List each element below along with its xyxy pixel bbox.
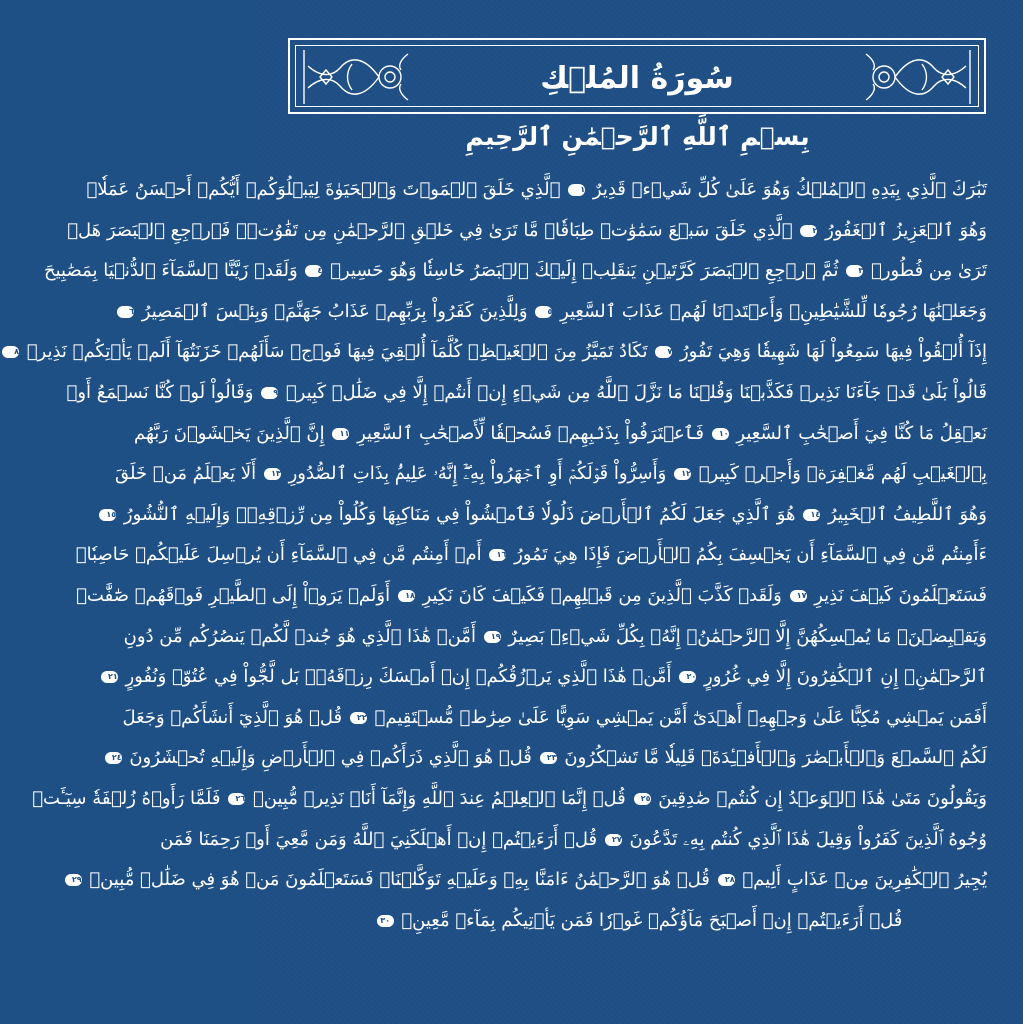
verse-text: يُجِيرُ ٱلۡكَٰفِرِينَ مِنۡ عَذَابٍ أَلِيمٖ [742,869,987,891]
ayah-number-marker: ٨ [2,346,19,358]
text-line [43,251,987,292]
ayah-number-marker: ٢٢ [350,712,367,724]
verse-text: وَهُوَ ٱلۡعَزِيزُ ٱلۡغَفُورُ [825,219,987,241]
verse-text: أَوَلَمۡ يَرَوۡاْ إِلَى ٱلطَّيۡرِ فَوۡقَهُمۡ صَٰٓفَّٰتٖ [76,584,391,606]
verse-text: هُوَ ٱلَّذِي جَعَلَ لَكُمُ ٱلۡأَرۡضَ ذَلُولٗا فَٱمۡشُواْ فِي مَنَاكِبِهَا وَكُلُواْ مِن رِّزۡقِهِۦۖ وَإِلَيۡهِ ٱلنُّشُورُ [123,503,796,525]
verse-text: إِنَّ ٱلَّذِينَ يَخۡشَوۡنَ رَبَّهُم [134,422,325,444]
verse-text: قُلۡ هُوَ ٱلرَّحۡمَٰنُ ءَامَنَّا بِهِۦ وَعَلَيۡهِ تَوَكَّلۡنَاۖ فَسَتَعۡلَمُونَ مَنۡ هُوَ فِي ضَلَٰلٖ مُّبِينٖ [89,869,710,891]
verse-text: أَمۡ أَمِنتُم مَّن فِي ٱلسَّمَآءِ أَن يُرۡسِلَ عَلَيۡكُمۡ حَاصِبٗاۖ [75,544,482,566]
verse-text: وَلَقَدۡ كَذَّبَ ٱلَّذِينَ مِن قَبۡلِهِمۡ فَكَيۡفَ كَانَ نَكِيرِ [422,584,782,606]
ayah-number-marker: ٢ [800,225,817,237]
ayah-number-marker: ١٧ [790,590,807,602]
verse-text: وَيَقُولُونَ مَتَىٰ هَٰذَا ٱلۡوَعۡدُ إِن كُنتُمۡ صَٰدِقِينَ [658,787,987,809]
surah-header-inner-border [295,45,979,107]
text-line [129,292,987,333]
verse-text: نَعۡقِلُ مَا كُنَّا فِيٓ أَصۡحَٰبِ ٱلسَّعِيرِ [736,422,987,444]
verse-text: وُجُوهُ ٱلَّذِينَ كَفَرُواْ وَقِيلَ هَٰذَا ٱلَّذِي كُنتُم بِهِۦ تَدَّعُونَ [629,828,987,850]
verse-text: فَسَتَعۡلَمُونَ كَيۡفَ نَذِيرِ [814,584,987,606]
verse-text: وَجَعَلۡنَٰهَا رُجُومٗا لِّلشَّيَٰطِينِۖ وَأَعۡتَدۡنَا لَهُمۡ عَذَابَ ٱلسَّعِيرِ [560,300,987,322]
ayah-number-marker: ٧ [655,346,672,358]
verse-text: ثُمَّ ٱرۡجِعِ ٱلۡبَصَرَ كَرَّتَيۡنِ يَنقَلِبۡ إِلَيۡكَ ٱلۡبَصَرُ خَاسِئٗا وَهُوَ حَسِيرٞ [330,260,839,282]
verse-text: أَلَا يَعۡلَمُ مَنۡ خَلَقَ [115,463,257,485]
verse-text: ٱلرَّحۡمَٰنِۚ إِنِ ٱلۡكَٰفِرُونَ إِلَّا فِي غُرُورٍ [704,666,987,688]
verse-text: وَلِلَّذِينَ كَفَرُواْ بِرَبِّهِمۡ عَذَابُ جَهَنَّمَۖ وَبِئۡسَ ٱلۡمَصِيرُ [141,300,528,322]
ayah-number-marker: ٢٥ [634,793,651,805]
ayah-number-marker: ٩ [261,387,278,399]
ayah-number-marker: ٢٣ [540,752,557,764]
ayah-number-marker: ١ [568,184,585,196]
ayah-number-marker: ٤ [305,265,322,277]
verse-text: أَمَّنۡ هَٰذَا ٱلَّذِي يَرۡزُقُكُمۡ إِنۡ أَمۡسَكَ رِزۡقَهُۥۚ بَل لَّجُّواْ فِي عُتُوّٖ وَنُفُورٍ [125,666,672,688]
ayah-number-marker: ٢٨ [718,874,735,886]
verse-text: ءَأَمِنتُم مَّن فِي ٱلسَّمَآءِ أَن يَخۡسِفَ بِكُمُ ٱلۡأَرۡضَ فَإِذَا هِيَ تَمُورُ [514,544,987,566]
text-line [134,414,987,455]
verse-text: وَيَقۡبِضۡنَۚ مَا يُمۡسِكُهُنَّ إِلَّا ٱلرَّحۡمَٰنُۚ إِنَّهُۥ بِكُلِّ شَيۡءِۢ بَصِيرٌ [508,625,987,647]
verse-text: قُلۡ أَرَءَيۡتُمۡ إِنۡ أَهۡلَكَنِيَ ٱللَّهُ وَمَن مَّعِيَ أَوۡ رَحِمَنَا فَمَن [160,828,598,850]
ayah-number-marker: ٢٦ [228,793,245,805]
surah-title: سُورَةُ المُلۡكِ [540,60,734,96]
text-line [106,495,987,536]
verse-text: قَالُواْ بَلَىٰ قَدۡ جَآءَنَا نَذِيرٞ فَكَذَّبۡنَا وَقُلۡنَا مَا نَزَّلَ ٱللَّهُ مِن شَيۡءٍ إِنۡ أَنتُمۡ إِلَّا فِي ضَلَٰلٖ كَبِيرٖ [285,381,987,403]
verse-text: قُلۡ هُوَ ٱلَّذِي ذَرَأَكُمۡ فِي ٱلۡأَرۡضِ وَإِلَيۡهِ تُحۡشَرُونَ [129,747,532,769]
arabesque-ornament-icon [862,48,974,106]
text-line [115,454,987,495]
ayah-number-marker: ٢٠ [679,671,696,683]
ayah-number-marker: ٣٠ [377,915,394,927]
text-line [66,373,987,414]
verse-text: فَلَمَّا رَأَوۡهُ زُلۡفَةٗ سِيٓـَٔتۡ [32,787,221,809]
ayah-number-marker: ١١ [332,428,349,440]
text-line [160,820,987,861]
surah-header-frame [288,38,986,114]
ayah-number-marker: ١٥ [99,509,116,521]
ayah-number-marker: ١٤ [803,509,820,521]
ayah-number-marker: ١٣ [264,468,281,480]
text-line [122,698,987,739]
surah-body [14,170,987,941]
verse-text: قُلۡ إِنَّمَا ٱلۡعِلۡمُ عِندَ ٱللَّهِ وَإِنَّمَآ أَنَا۠ نَذِيرٞ مُّبِينٞ [252,787,626,809]
ayah-number-marker: ١٠ [712,428,729,440]
verse-text: وَقَالُواْ لَوۡ كُنَّا نَسۡمَعُ أَوۡ [66,381,254,403]
verse-text: تَبَٰرَكَ ٱلَّذِي بِيَدِهِ ٱلۡمُلۡكُ وَهُوَ عَلَىٰ كُلِّ شَيۡءٖ قَدِيرٌ [592,179,987,200]
ayah-number-marker: ١٦ [489,549,506,561]
ayah-number-marker: ٢٤ [105,752,122,764]
basmala: بِسۡمِ ٱللَّهِ ٱلرَّحۡمَٰنِ ٱلرَّحِيمِ [465,122,810,151]
verse-text: وَهُوَ ٱللَّطِيفُ ٱلۡخَبِيرُ [828,503,987,525]
text-line [67,211,987,252]
text-line [32,779,987,820]
text-line [71,860,987,901]
verse-text: فَٱعۡتَرَفُواْ بِذَنۢبِهِمۡ فَسُحۡقٗا لِّأَصۡحَٰبِ ٱلسَّعِيرِ [357,422,704,444]
ayah-number-marker: ٢٩ [65,874,82,886]
text-line [107,657,987,698]
text-line [14,332,987,373]
verse-text: بِٱلۡغَيۡبِ لَهُم مَّغۡفِرَةٞ وَأَجۡرٞ كَبِيرٞ [698,463,987,485]
verse-text: وَلَقَدۡ زَيَّنَّا ٱلسَّمَآءَ ٱلدُّنۡيَا بِمَصَٰبِيحَ [43,260,298,282]
verse-text: لَكُمُ ٱلسَّمۡعَ وَٱلۡأَبۡصَٰرَ وَٱلۡأَفۡـِٔدَةَۚ قَلِيلٗا مَّا تَشۡكُرُونَ [564,747,987,769]
ayah-number-marker: ٥ [535,306,552,318]
verse-text: قُلۡ أَرَءَيۡتُمۡ إِنۡ أَصۡبَحَ مَآؤُكُمۡ غَوۡرٗا فَمَن يَأۡتِيكُم بِمَآءٖ مَّعِينِۭ [401,909,903,931]
arabesque-ornament-icon [300,48,412,106]
text-line [76,576,987,617]
verse-text: ٱلَّذِي خَلَقَ سَبۡعَ سَمَٰوَٰتٖ طِبَاقٗاۖ مَّا تَرَىٰ فِي خَلۡقِ ٱلرَّحۡمَٰنِ مِن تَفَٰوُتٖۖ فَٱرۡجِعِ ٱلۡبَصَرَ هَلۡ [67,219,793,241]
verse-text: أَمَّنۡ هَٰذَا ٱلَّذِي هُوَ جُندٞ لَّكُمۡ يَنصُرُكُم مِّن دُونِ [123,625,476,647]
verse-text: قُلۡ هُوَ ٱلَّذِيٓ أَنشَأَكُمۡ وَجَعَلَ [122,706,343,728]
text-line [111,738,987,779]
ayah-number-marker: ٢١ [101,671,118,683]
text-line [75,535,987,576]
text-line [86,170,987,211]
ayah-number-marker: ٣ [846,265,863,277]
ayah-number-marker: ٢٧ [605,834,622,846]
text-line [290,901,987,942]
verse-text: إِذَآ أُلۡقُواْ فِيهَا سَمِعُواْ لَهَا شَهِيقٗا وَهِيَ تَفُورُ [679,341,987,363]
verse-text: أَفَمَن يَمۡشِي مُكِبًّا عَلَىٰ وَجۡهِهِۦٓ أَهۡدَىٰٓ أَمَّن يَمۡشِي سَوِيًّا عَلَىٰ صِرَٰطٖ مُّسۡتَقِيمٖ [374,706,987,728]
ayah-number-marker: ٦ [117,306,134,318]
verse-text: ٱلَّذِي خَلَقَ ٱلۡمَوۡتَ وَٱلۡحَيَوٰةَ لِيَبۡلُوَكُمۡ أَيُّكُمۡ أَحۡسَنُ عَمَلٗاۚ [86,179,561,200]
ayah-number-marker: ١٨ [398,590,415,602]
verse-text: تَرَىٰ مِن فُطُورٖ [871,260,987,282]
mushaf-page [14,0,1023,1024]
ayah-number-marker: ١٩ [484,631,501,643]
verse-text: وَأَسِرُّواْ قَوۡلَكُمۡ أَوِ ٱجۡهَرُواْ بِهِۦٓۖ إِنَّهُۥ عَلِيمُۢ بِذَاتِ ٱلصُّدُورِ [288,463,667,485]
text-line [123,617,987,658]
ayah-number-marker: ١٢ [674,468,691,480]
verse-text: تَكَادُ تَمَيَّزُ مِنَ ٱلۡغَيۡظِۖ كُلَّمَآ أُلۡقِيَ فِيهَا فَوۡجٞ سَأَلَهُمۡ خَزَنَتُهَآ أَلَمۡ يَأۡتِكُمۡ نَذِيرٞ [26,341,648,363]
